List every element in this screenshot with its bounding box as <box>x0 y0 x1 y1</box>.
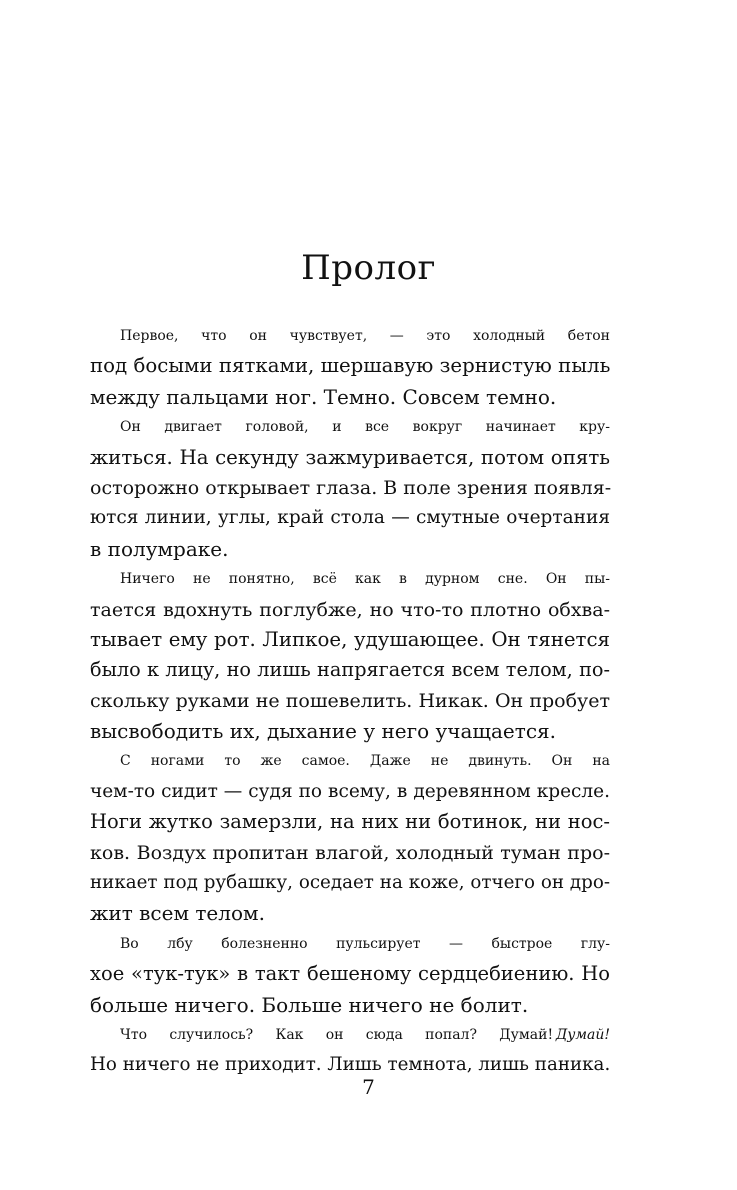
body-text <box>90 321 610 1081</box>
text-line <box>90 1020 610 1050</box>
text-line: чем-то сидит — судя по всему, в деревянном кресле. <box>90 780 610 802</box>
text-line: высвободить их, дыхание у него учащается. <box>90 719 557 744</box>
text-line: больше ничего. Больше ничего не болит. <box>90 992 529 1017</box>
text-line: под босыми пятками, шершавую зернистую пыль <box>90 354 611 378</box>
text-line: жит всем телом. <box>90 901 265 926</box>
text-line: Во лбу болезненно пульсирует — быстрое глу- <box>120 935 610 952</box>
text-line: осторожно открывает глаза. В поле зрения появля- <box>90 476 612 499</box>
text-line: никает под рубашку, оседает на коже, отчего он дро- <box>90 872 610 894</box>
text-line: житься. На секунду зажмуривается, потом опять <box>90 445 610 469</box>
text-line: хое «тук-тук» в такт бешеному сердцебиению. Но <box>90 962 610 986</box>
text-line: Но ничего не приходит. Лишь темнота, лишь паника. <box>90 1054 611 1076</box>
text-run: Что случилось? Как он сюда попал? Думай! <box>120 1026 554 1043</box>
text-line: между пальцами ног. Темно. Совсем темно. <box>90 384 557 409</box>
text-line: Первое, что он чувствует, — это холодный бетон <box>120 328 610 344</box>
text-line: тается вдохнуть поглубже, но что-то плотно обхва- <box>90 598 610 621</box>
text-line: ются линии, углы, край стола — смутные очертания <box>90 507 610 529</box>
text-line: Ноги жутко замерзли, на них ни ботинок, ни нос- <box>90 810 610 834</box>
chapter-title: Пролог <box>301 248 436 288</box>
text-line: тывает ему рот. Липкое, удушающее. Он тянется <box>90 627 610 651</box>
text-line: было к лицу, но лишь напрягается всем телом, по- <box>90 658 610 682</box>
italic-emphasis: Думай! <box>555 1026 610 1043</box>
text-line: С ногами то же самое. Даже не двинуть. Он на <box>120 753 610 770</box>
text-line: Ничего не понятно, всё как в дурном сне. Он пы- <box>120 571 610 588</box>
text-line: Он двигает головой, и все вокруг начинает кру- <box>120 419 610 436</box>
page-number: 7 <box>362 1075 375 1099</box>
text-line: в полумраке. <box>90 536 229 561</box>
text-line: ков. Воздух пропитан влагой, холодный туман про- <box>90 841 610 864</box>
text-line: скольку руками не пошевелить. Никак. Он пробует <box>90 689 610 712</box>
